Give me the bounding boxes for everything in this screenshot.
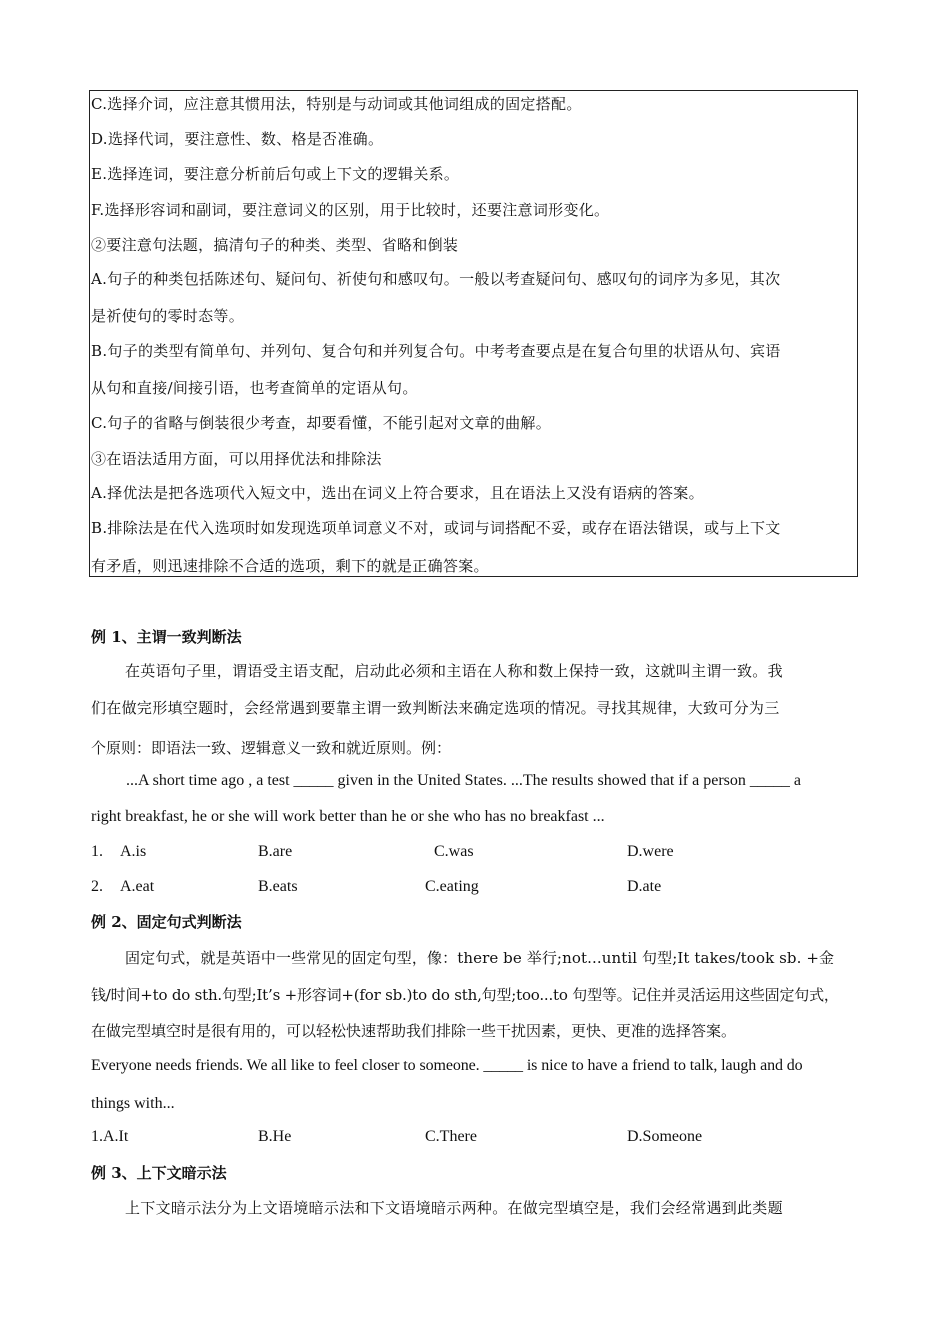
option-d: D.were: [627, 843, 674, 860]
tip-line: D.选择代词，要注意性、数、格是否准确。: [91, 130, 384, 148]
question-number: 2.: [91, 878, 103, 895]
example-2-passage: things with...: [91, 1095, 175, 1112]
tip-line: B.排除法是在代入选项时如发现选项单词意义不对，或词与词搭配不妥，或存在语法错误，或与上下文: [91, 519, 781, 537]
tip-line: C.句子的省略与倒装很少考查，却要看懂，不能引起对文章的曲解。: [91, 414, 552, 432]
example-2-heading: 例 2、固定句式判断法: [91, 913, 242, 931]
tip-line: E.选择连词，要注意分析前后句或上下文的逻辑关系。: [91, 165, 460, 183]
tip-line: F.选择形容词和副词，要注意词义的区别，用于比较时，还要注意词形变化。: [91, 201, 610, 219]
tip-line: ②要注意句法题，搞清句子的种类、类型、省略和倒装: [91, 236, 459, 254]
option-b: B.are: [258, 843, 293, 860]
example-3-heading: 例 3、上下文暗示法: [91, 1164, 227, 1182]
option-a: A.is: [120, 843, 147, 860]
tip-line: 从句和直接/间接引语，也考查简单的定语从句。: [91, 379, 418, 397]
tip-line: A.句子的种类包括陈述句、疑问句、祈使句和感叹句。一般以考查疑问句、感叹句的词序为多见，其次: [91, 270, 781, 288]
example-1-paragraph: 个原则：即语法一致、逻辑意义一致和就近原则。例：: [91, 739, 452, 757]
example-2-paragraph: 在做完型填空时是很有用的，可以轻松快速帮助我们排除一些干扰因素，更快、更准的选择答案。: [91, 1022, 737, 1040]
example-2-paragraph: 钱/时间+to do sth.句型;It’s +形容词+(for sb.)to do sth,句型;too...to 句型等。记住并灵活运用这些固定句式，: [91, 986, 839, 1004]
option-c: C.eating: [425, 878, 479, 895]
option-b: B.eats: [258, 878, 298, 895]
tip-line: ③在语法适用方面，可以用择优法和排除法: [91, 450, 382, 468]
tip-line: 有矛盾，则迅速排除不合适的选项，剩下的就是正确答案。: [91, 557, 489, 575]
tip-line: A.择优法是把各选项代入短文中，选出在词义上符合要求，且在语法上又没有语病的答案。: [91, 484, 704, 502]
example-2-paragraph: 固定句式，就是英语中一些常见的固定句型，像：there be 举行;not...until 句型;It takes/took sb. +金: [125, 949, 835, 967]
question-number: 1.: [91, 843, 103, 860]
example-1-passage: ...A short time ago , a test _____ given in the United States. ...The results showed that if a person _____ a: [126, 772, 801, 789]
option-c: C.was: [434, 843, 474, 860]
example-1-passage: right breakfast, he or she will work better than he or she who has no breakfast ...: [91, 808, 605, 825]
option-c: C.There: [425, 1128, 477, 1145]
example-2-passage: Everyone needs friends. We all like to feel closer to someone. _____ is nice to have a friend to talk, laugh and do: [91, 1057, 803, 1074]
example-1-paragraph: 们在做完形填空题时，会经常遇到要靠主谓一致判断法来确定选项的情况。寻找其规律，大致可分为三: [91, 699, 780, 717]
option-d: D.Someone: [627, 1128, 703, 1145]
example-3-paragraph: 上下文暗示法分为上文语境暗示法和下文语境暗示两种。在做完型填空是，我们会经常遇到此类题: [125, 1199, 783, 1217]
tip-line: 是祈使句的零时态等。: [91, 307, 245, 325]
example-1-heading: 例 1、主谓一致判断法: [91, 628, 242, 646]
option-a: A.eat: [120, 878, 155, 895]
example-1-paragraph: 在英语句子里，谓语受主语支配，启动此必须和主语在人称和数上保持一致，这就叫主谓一致。我: [125, 662, 783, 680]
option-a: 1.A.It: [91, 1128, 129, 1145]
option-b: B.He: [258, 1128, 292, 1145]
tip-line: B.句子的类型有简单句、并列句、复合句和并列复合句。中考考查要点是在复合句里的状语从句、宾语: [91, 342, 781, 360]
tip-line: C.选择介词，应注意其惯用法，特别是与动词或其他词组成的固定搭配。: [91, 95, 582, 113]
option-d: D.ate: [627, 878, 662, 895]
